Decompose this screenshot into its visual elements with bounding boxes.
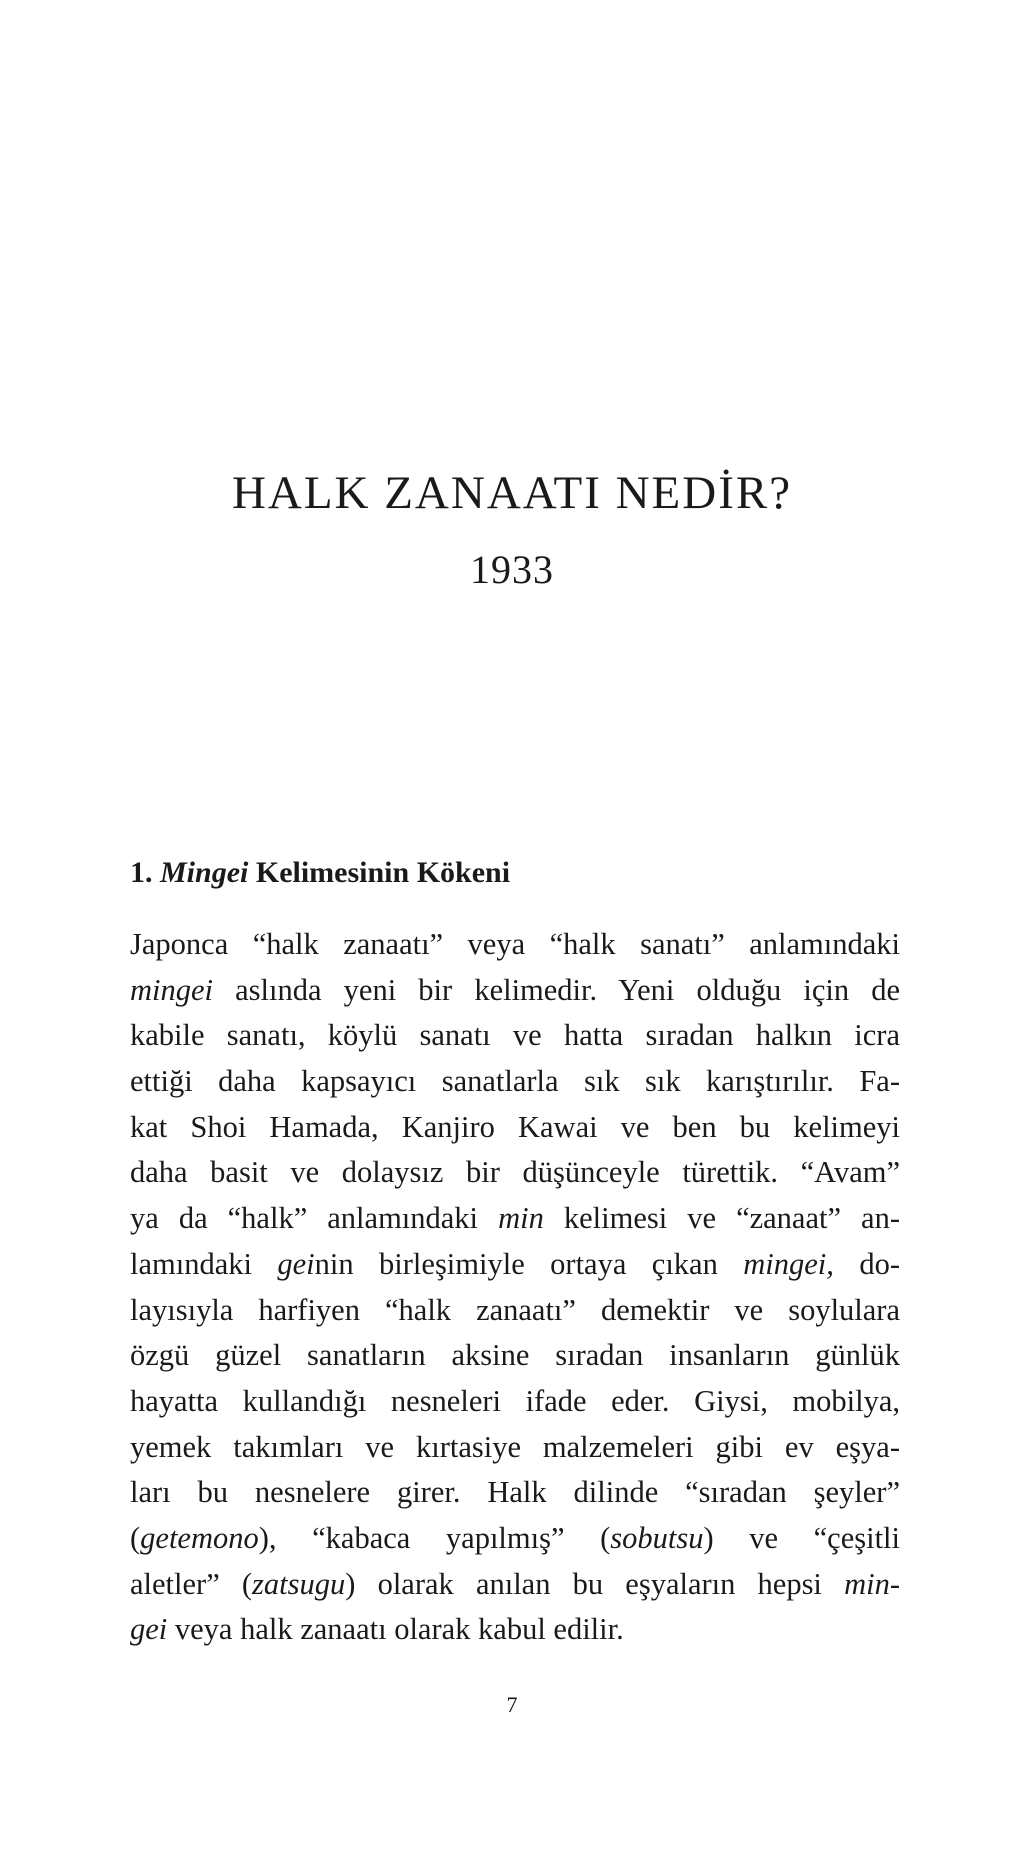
italic-term: zatsugu	[252, 1566, 346, 1601]
body-line	[130, 1470, 900, 1516]
body-line	[130, 1288, 900, 1334]
section-number: 1.	[130, 856, 153, 889]
text-run: (	[130, 1520, 141, 1555]
body-line	[130, 1242, 900, 1288]
body-line	[130, 1059, 900, 1105]
text-run: ya da “halk” anlamındaki	[130, 1201, 499, 1236]
text-run: özgü güzel sanatların aksine sıradan insanların günlük	[130, 1338, 900, 1373]
body-line	[130, 1425, 900, 1471]
section-title-rest: Kelimesinin Kökeni	[255, 856, 511, 889]
section-title-italic: Mingei	[160, 856, 249, 889]
italic-term: min-	[844, 1566, 900, 1601]
body-line	[130, 1379, 900, 1425]
text-run: nin birleşimiyle ortaya çıkan	[314, 1246, 744, 1281]
body-line	[130, 968, 900, 1014]
body-line	[130, 1013, 900, 1059]
text-run: daha basit ve dolaysız bir düşünceyle türettik. “Avam”	[130, 1155, 900, 1190]
text-run: hayatta kullandığı nesneleri ifade eder. Giysi, mobilya,	[130, 1383, 900, 1418]
text-run: ları bu nesnelere girer. Halk dilinde “sıradan şeyler”	[130, 1475, 900, 1510]
text-run: ) olarak anılan bu eşyaların hepsi	[345, 1566, 845, 1601]
italic-term: gei	[277, 1246, 315, 1281]
body-line	[130, 1333, 900, 1379]
text-run: do-	[833, 1246, 900, 1281]
italic-term: getemono	[140, 1520, 259, 1555]
body-line	[130, 1196, 900, 1242]
body-line	[130, 1150, 900, 1196]
chapter-year: 1933	[470, 547, 554, 592]
text-run: ), “kabaca yapılmış” (	[258, 1520, 611, 1555]
text-run: yemek takımları ve kırtasiye malzemeleri gibi ev eşya-	[130, 1429, 900, 1464]
chapter-title: HALK ZANAATI NEDİR?	[231, 467, 793, 519]
text-run: veya halk zanaatı olarak kabul edilir.	[167, 1612, 624, 1647]
text-run: aslında yeni bir kelimedir. Yeni olduğu için de	[213, 972, 900, 1007]
text-run: ettiği daha kapsayıcı sanatlarla sık sık karıştırılır. Fa-	[130, 1064, 900, 1099]
body-paragraph	[130, 922, 900, 1653]
body-line	[130, 1607, 900, 1653]
text-run: lamındaki	[130, 1246, 278, 1281]
section-heading	[130, 856, 510, 890]
text-run: layısıyla harfiyen “halk zanaatı” demektir ve soylulara	[130, 1292, 900, 1327]
italic-term: min	[498, 1201, 544, 1236]
text-run: kabile sanatı, köylü sanatı ve hatta sıradan halkın icra	[130, 1018, 900, 1053]
italic-term: sobutsu	[610, 1520, 704, 1555]
text-run: ) ve “çeşitli	[703, 1520, 900, 1555]
text-run: aletler” (	[130, 1566, 253, 1601]
body-line	[130, 922, 900, 968]
italic-term: mingei	[130, 972, 214, 1007]
page-number: 7	[506, 1692, 518, 1717]
body-line	[130, 1562, 900, 1608]
body-line	[130, 1516, 900, 1562]
text-run: Japonca “halk zanaatı” veya “halk sanatı” anlamındaki	[130, 927, 900, 961]
italic-term: gei	[130, 1612, 168, 1647]
text-run: kelimesi ve “zanaat” an-	[543, 1201, 900, 1236]
italic-term: mingei,	[743, 1246, 834, 1281]
body-line	[130, 1105, 900, 1151]
text-run: kat Shoi Hamada, Kanjiro Kawai ve ben bu kelimeyi	[130, 1109, 900, 1144]
